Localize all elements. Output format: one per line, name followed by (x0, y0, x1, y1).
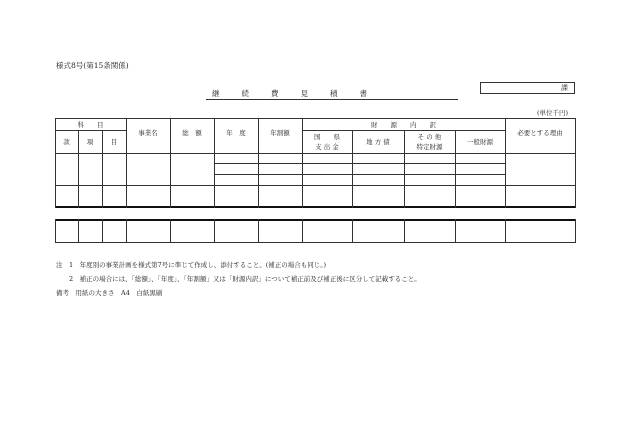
row-line (55, 185, 576, 186)
header-local-bond: 地 方 債 (366, 138, 390, 146)
col-border-left (55, 118, 56, 208)
header-fiscal-year: 年 度 (226, 129, 246, 137)
lower-col-national (352, 219, 353, 243)
header-kan: 款 (63, 138, 70, 146)
table-thick-border-2 (55, 219, 576, 221)
header-national-pref-line2: 支 出 金 (315, 143, 339, 152)
header-other-line1: そ の 他 (417, 133, 442, 141)
document-title-text: 継続費見積書 (212, 89, 389, 98)
lower-col-moku (126, 219, 127, 243)
title-underline (206, 99, 458, 100)
lower-col-general (505, 219, 506, 243)
col-border-right (575, 118, 576, 208)
lower-col-right (575, 219, 576, 243)
table-bottom-border (55, 242, 576, 243)
section-label: 課 (561, 84, 568, 92)
header-national-pref (302, 132, 352, 153)
form-number: 様式8号(第15条関係) (56, 61, 129, 70)
table-top-border (55, 118, 576, 119)
remarks: 備考 用紙の大きさ A4 白紙黒刷 (56, 289, 163, 297)
header-reason: 必要とする理由 (517, 129, 563, 137)
document-title (212, 90, 389, 98)
lower-col-local (404, 219, 405, 243)
lower-col-year (258, 219, 259, 243)
lower-col-split (302, 219, 303, 243)
header-other-line2: 特定財源 (416, 143, 443, 152)
header-annual-split: 年割額 (270, 129, 290, 137)
header-moku: 目 (110, 138, 118, 146)
unit-label: (単位千円) (537, 109, 569, 117)
header-other-specific (404, 132, 455, 153)
header-account: 科 目 (77, 121, 104, 129)
lower-col-kan (78, 219, 79, 243)
note-1: 注 1 年度別の事業計画を様式第7号に準じて作成し、添付すること。(補正の場合も同じ。) (56, 261, 327, 269)
header-total-amount: 総 額 (182, 129, 202, 137)
header-funding-breakdown: 財 源 内 訳 (371, 121, 436, 129)
header-national-pref-line1: 国 県 (314, 133, 340, 141)
section-box[interactable] (480, 82, 575, 94)
header-kou: 項 (86, 138, 94, 146)
lower-col-other (455, 219, 456, 243)
header-project-name: 事業名 (138, 129, 158, 137)
lower-col-project (170, 219, 171, 243)
lower-col-kou (102, 219, 103, 243)
lower-col-left (55, 219, 56, 243)
header-bottom-border (55, 153, 576, 154)
note-2: 2 補正の場合には、「総額」、「年度」、「年割額」又は「財源内訳」について補正前及び補正後に区分して記載すること。 (56, 275, 421, 283)
lower-col-total (214, 219, 215, 243)
header-general-funds: 一般財源 (467, 138, 493, 146)
table-thick-border-1 (55, 206, 576, 208)
